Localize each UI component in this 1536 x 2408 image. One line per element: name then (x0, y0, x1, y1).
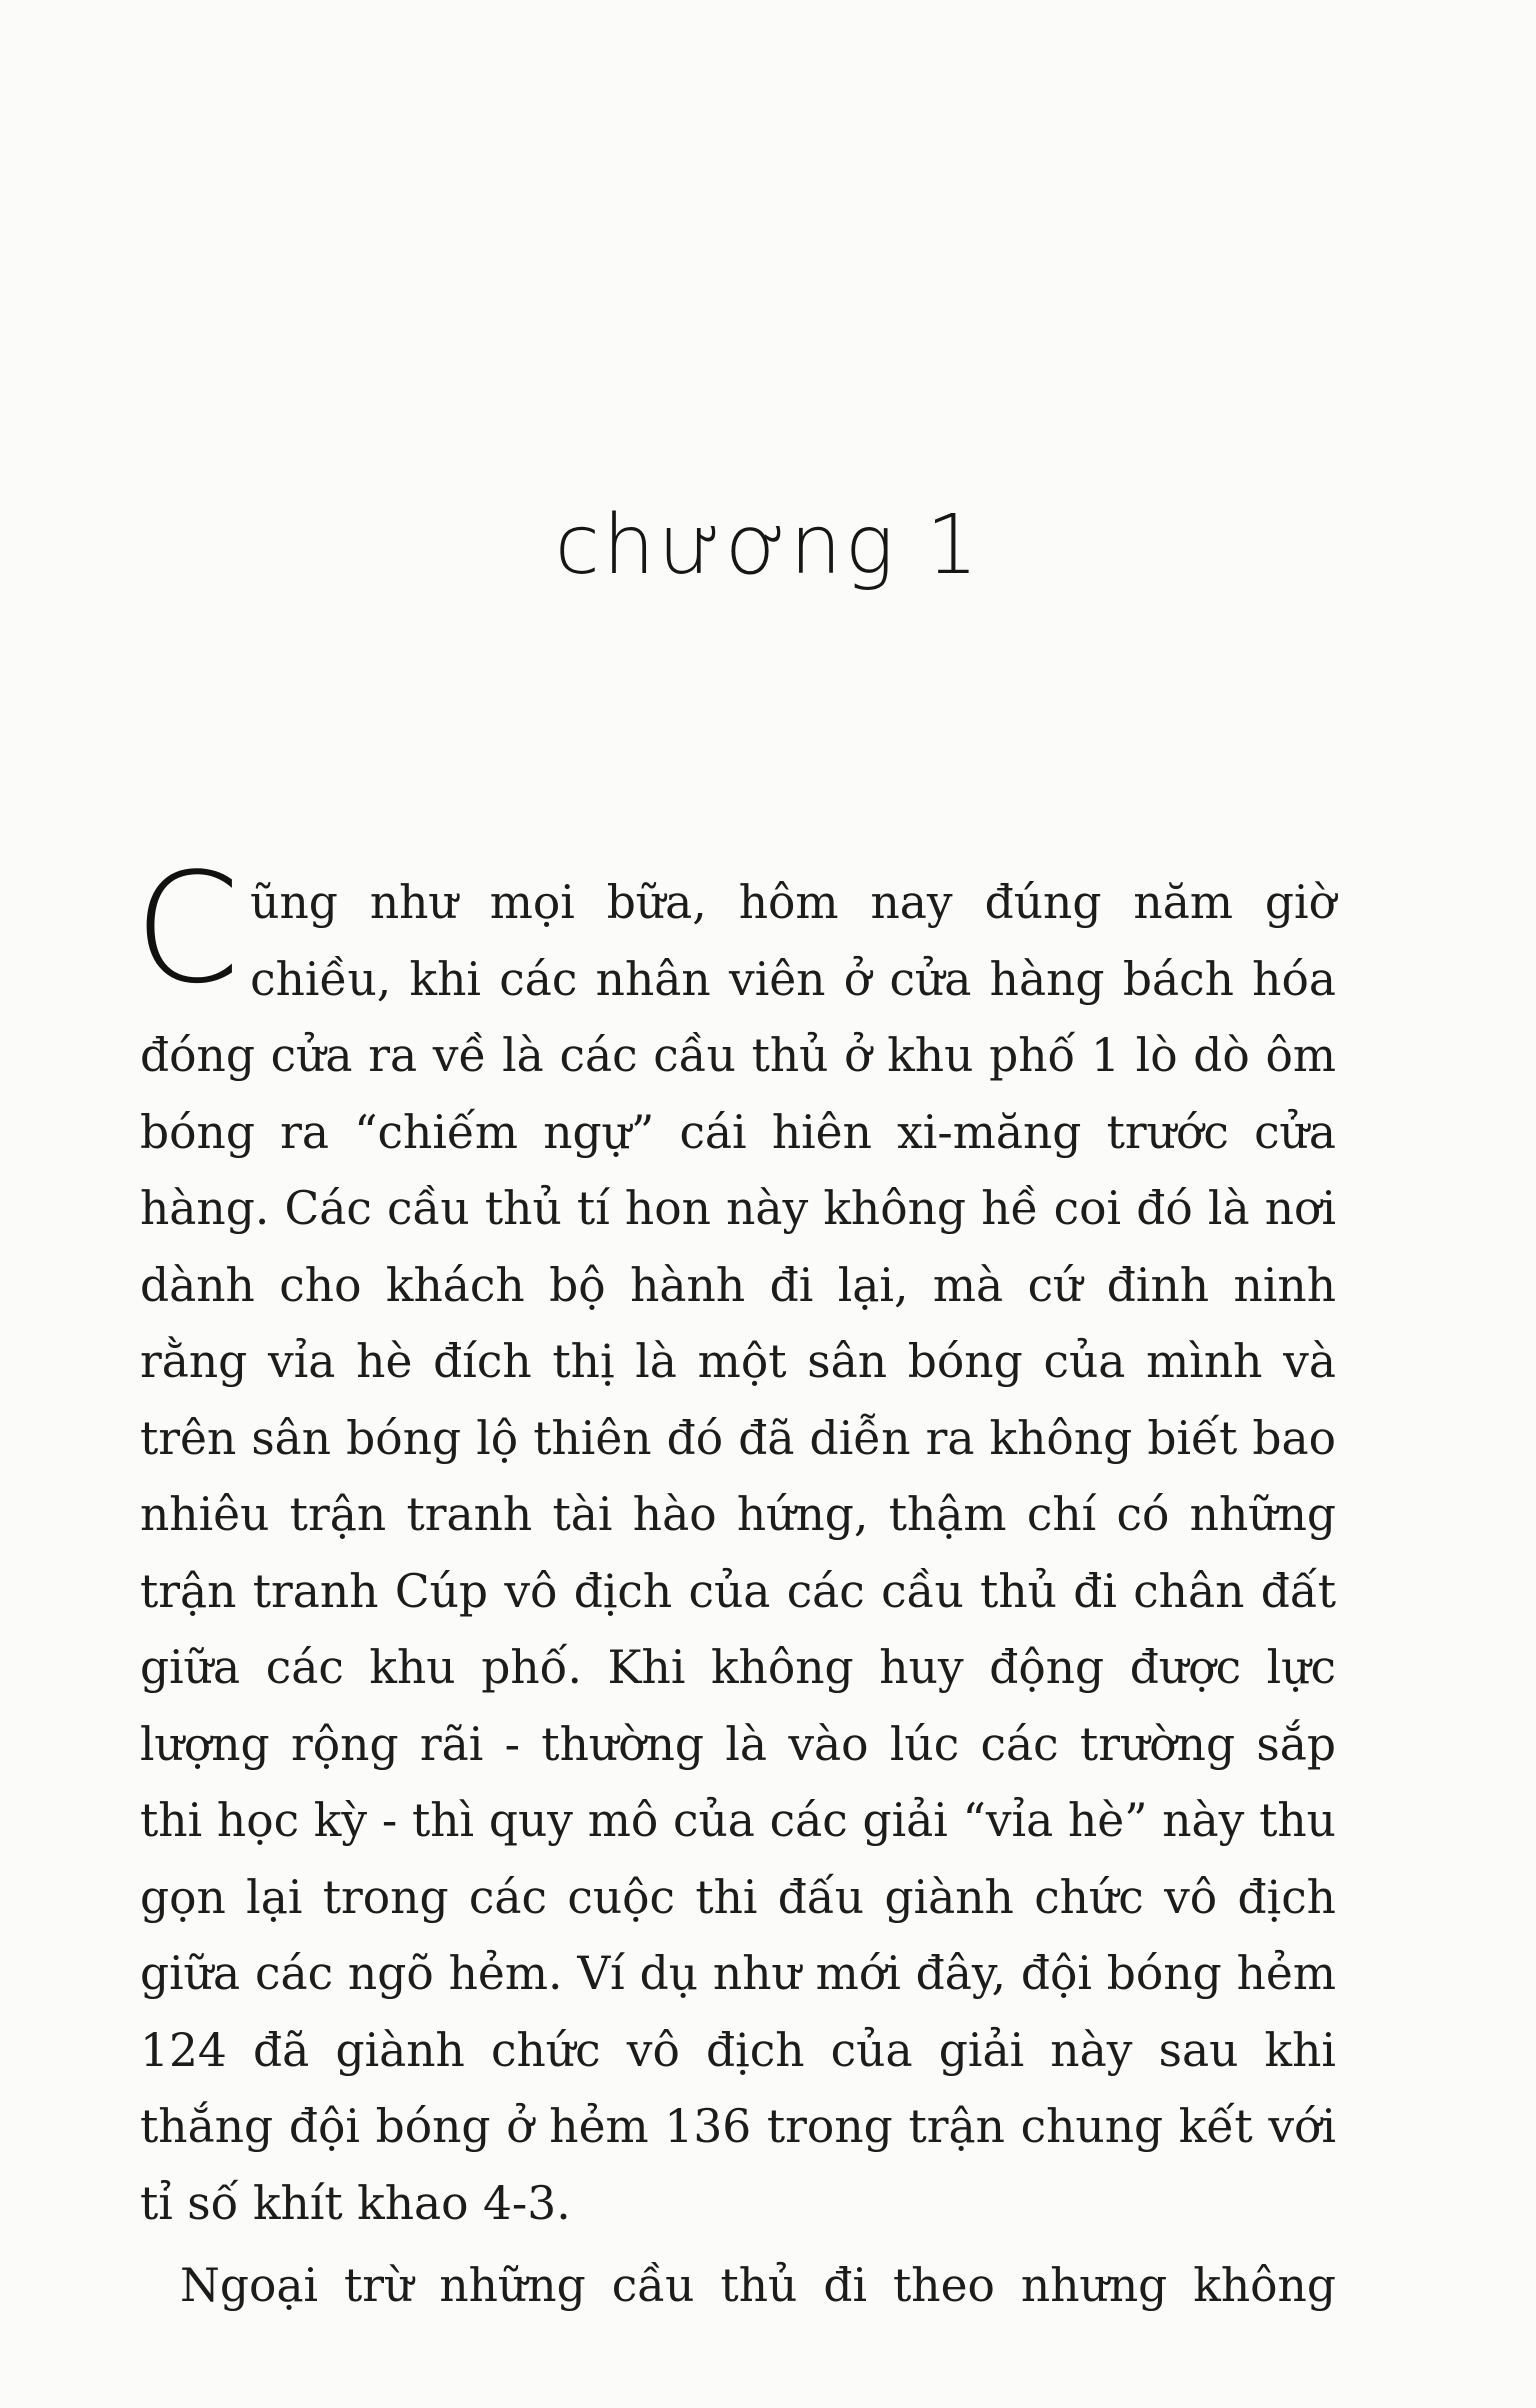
paragraph-1-text: ũng như mọi bữa, hôm nay đúng năm giờ chiều, khi các nhân viên ở cửa hàng bách hóa đóng cửa ra về là các cầu thủ ở khu phố 1 lò dò ôm bóng ra “chiếm ngự” cái hiên xi-măng trước cửa hàng. Các cầu thủ tí hon này không hề coi đó là nơi dành cho khách bộ hành đi lại, mà cứ đinh ninh rằng vỉa hè đích thị là một sân bóng của mình và trên sân bóng lộ thiên đó đã diễn ra không biết bao nhiêu trận tranh tài hào hứng, thậm chí có những trận tranh Cúp vô địch của các cầu thủ đi chân đất giữa các khu phố. Khi không huy động được lực lượng rộng rãi - thường là vào lúc các trường sắp thi học kỳ - thì quy mô của các giải “vỉa hè” này thu gọn lại trong các cuộc thi đấu giành chức vô địch giữa các ngõ hẻm. Ví dụ như mới đây, đội bóng hẻm 124 đã giành chức vô địch của giải này sau khi thắng đội bóng ở hẻm 136 trong trận chung kết với tỉ số khít khao 4-3. (140, 876, 1336, 2230)
bleed-through-header (160, 120, 170, 158)
paragraph-2: Ngoại trừ những cầu thủ đi theo nhưng không (180, 2259, 1336, 2312)
paragraph-1 (134, 840, 1336, 2242)
chapter-title: chương 1 (554, 498, 982, 593)
drop-cap: C (134, 840, 241, 1017)
body-text (134, 840, 1336, 2325)
